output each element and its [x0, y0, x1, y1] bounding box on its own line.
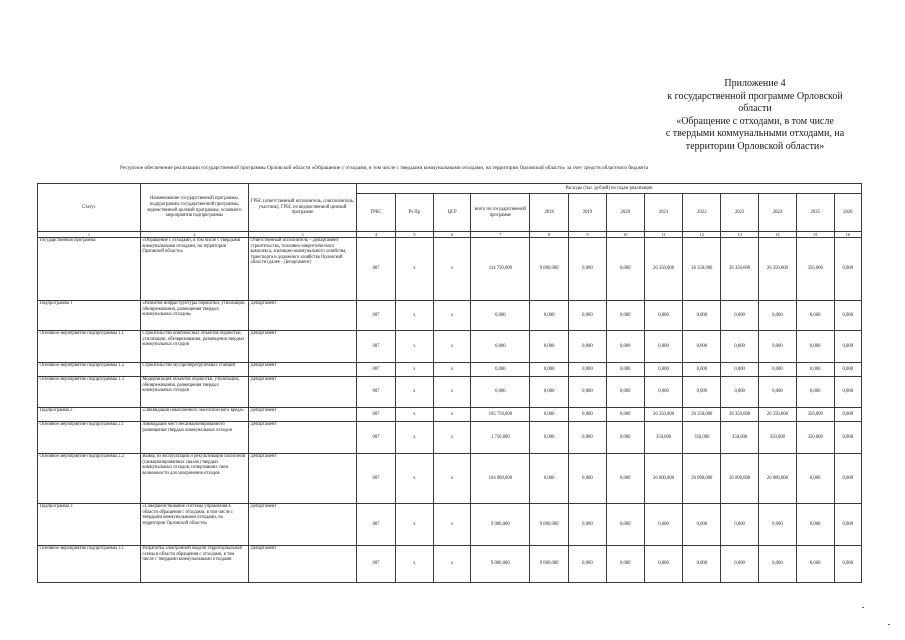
row-year-value: 0,000 [606, 331, 644, 363]
row-year-value: 0,000 [683, 504, 721, 546]
row-csr: x [433, 331, 471, 363]
appendix-line-3: области [738, 103, 772, 114]
row-csr: x [433, 363, 471, 377]
row-grbs: 007 [357, 363, 396, 377]
row-year-value: 0,000 [683, 301, 721, 331]
row-year-value: 0,000 [683, 377, 721, 408]
appendix-line-4: «Обращение с отходами, в том числе [676, 115, 834, 127]
row-total: 0,000 [471, 363, 530, 377]
row-name: Строительство комплексных объектов обработки, утилизации, обезвреживания, размещения твердых коммунальных отходов [140, 331, 248, 363]
header-csr: ЦСР [433, 194, 471, 232]
column-number: 10 [606, 232, 644, 238]
row-owner: Ответственный исполнитель – Департамент строительства, топливно-энергетического комплекса, жилищно-коммунального хозяйства, транспорта и дорожного хозяйства Орловской области (далее - Департамент) [248, 238, 356, 301]
row-csr: x [433, 408, 471, 422]
row-status: Основное мероприятие подпрограммы 1.1 [38, 331, 141, 363]
header-year: 2020 [606, 194, 644, 232]
row-year-value: 0,000 [606, 238, 644, 301]
row-owner: Департамент [248, 331, 356, 363]
column-number: 7 [471, 232, 530, 238]
row-owner: Департамент [248, 363, 356, 377]
row-total: 0,000 [471, 301, 530, 331]
row-status: Основное мероприятие подпрограммы 1.2 [38, 363, 141, 377]
row-year-value: 0,000 [606, 422, 644, 454]
header-year: 2026 [834, 194, 861, 232]
column-number: 16 [834, 232, 861, 238]
row-year-value: 0,000 [834, 301, 861, 331]
row-year-value: 0,000 [606, 454, 644, 504]
row-rzpr: x [395, 422, 433, 454]
row-year-value: 0,000 [644, 504, 683, 546]
row-year-value: 0,000 [530, 363, 569, 377]
row-rzpr: x [395, 238, 433, 301]
header-year: 2022 [683, 194, 721, 232]
row-year-value: 0,000 [759, 301, 797, 331]
row-year-value: 0,000 [721, 504, 759, 546]
row-year-value: 0,000 [644, 546, 683, 583]
header-grbs: ГРБС [357, 194, 396, 232]
row-year-value: 0,000 [606, 546, 644, 583]
row-total: 9 000,000 [471, 504, 530, 546]
row-name: Ликвидация мест несанкционированного размещения твердых коммунальных отходов [140, 422, 248, 454]
row-total: 0,000 [471, 377, 530, 408]
row-grbs: 007 [357, 422, 396, 454]
row-year-value: 0,000 [834, 504, 861, 546]
row-year-value: 0,000 [834, 363, 861, 377]
row-owner: Департамент [248, 454, 356, 504]
row-year-value: 0,000 [759, 331, 797, 363]
row-year-value: 26 350,000 [644, 408, 683, 422]
row-year-value: 350,000 [759, 422, 797, 454]
row-grbs: 007 [357, 238, 396, 301]
row-year-value: 0,000 [644, 301, 683, 331]
row-year-value: 0,000 [569, 377, 607, 408]
row-year-value: 0,000 [644, 331, 683, 363]
row-total: 9 000,000 [471, 546, 530, 583]
table-row [38, 301, 862, 331]
row-status: Основное мероприятие подпрограммы 3.1 [38, 546, 141, 583]
appendix-heading [655, 78, 855, 153]
row-status: Основное мероприятие подпрограммы 2.1 [38, 422, 141, 454]
row-year-value: 0,000 [606, 377, 644, 408]
column-number: 13 [721, 232, 759, 238]
row-year-value: 26 350,000 [721, 238, 759, 301]
row-rzpr: x [395, 504, 433, 546]
table-caption: Ресурсное обеспечение реализации государственной программы Орловской области «Обращение с отходами, в том числе с твердыми коммунальными отходами, на территории Орловской области» за счет средств областного бюджета [120, 165, 649, 171]
column-number: 8 [530, 232, 569, 238]
header-year: 2023 [721, 194, 759, 232]
column-number: 9 [569, 232, 607, 238]
row-year-value: 0,000 [530, 408, 569, 422]
row-csr: x [433, 454, 471, 504]
row-name: «Ликвидация накопленного экологического вреда» [140, 408, 248, 422]
row-rzpr: x [395, 301, 433, 331]
row-rzpr: x [395, 454, 433, 504]
row-year-value: 0,000 [530, 422, 569, 454]
header-name: Наименование государственной программы, подпрограммы государственной программы, ведомственной целевой программы, основного мероприятия подпрограммы [140, 184, 248, 232]
header-total: всего по государственной программе [471, 194, 530, 232]
row-year-value: 0,000 [530, 331, 569, 363]
row-year-value: 0,000 [796, 377, 834, 408]
row-total: 104 000,000 [471, 454, 530, 504]
row-year-value: 26 350,000 [683, 408, 721, 422]
row-grbs: 007 [357, 454, 396, 504]
table-row [38, 331, 862, 363]
header-row-top [38, 184, 862, 194]
table-body [38, 232, 862, 583]
row-year-value: 0,000 [606, 504, 644, 546]
row-csr: x [433, 422, 471, 454]
table-row [38, 454, 862, 504]
row-year-value: 0,000 [834, 422, 861, 454]
header-year: 2025 [796, 194, 834, 232]
row-year-value: 0,000 [569, 363, 607, 377]
row-name: Модернизация объектов обработки, утилизации, обезвреживания, размещения твердых коммунальных отходов [140, 377, 248, 408]
row-csr: x [433, 546, 471, 583]
row-year-value: 0,000 [530, 301, 569, 331]
header-year: 2019 [569, 194, 607, 232]
row-year-value: 26 000,000 [721, 454, 759, 504]
row-year-value: 0,000 [759, 546, 797, 583]
table-row [38, 363, 862, 377]
table-row [38, 408, 862, 422]
row-year-value: 0,000 [834, 454, 861, 504]
row-year-value: 0,000 [796, 363, 834, 377]
row-owner: Департамент [248, 377, 356, 408]
row-year-value: 0,000 [569, 504, 607, 546]
row-status: Подпрограмма 3 [38, 504, 141, 546]
row-year-value: 26 000,000 [683, 454, 721, 504]
column-number: 4 [357, 232, 396, 238]
row-year-value: 350,000 [796, 408, 834, 422]
appendix-line-5: с твердыми коммунальными отходами, на [665, 128, 845, 139]
row-year-value: 0,000 [683, 363, 721, 377]
row-grbs: 007 [357, 504, 396, 546]
row-status: Основное мероприятие подпрограммы 1.3 [38, 377, 141, 408]
row-rzpr: x [395, 331, 433, 363]
row-year-value: 0,000 [796, 331, 834, 363]
row-year-value: 26 350,000 [721, 408, 759, 422]
row-year-value: 0,000 [683, 546, 721, 583]
resource-table [37, 183, 862, 583]
row-grbs: 007 [357, 408, 396, 422]
row-grbs: 007 [357, 546, 396, 583]
row-total: 0,000 [471, 331, 530, 363]
row-year-value: 350,000 [683, 422, 721, 454]
row-name: «Обращение с отходами, в том числе с твердыми коммунальными отходами, на территории Орловской области» [140, 238, 248, 301]
row-total: 1 750,000 [471, 422, 530, 454]
row-csr: x [433, 504, 471, 546]
row-owner: Департамент [248, 546, 356, 583]
row-year-value: 0,000 [569, 422, 607, 454]
column-number: 14 [759, 232, 797, 238]
row-year-value: 0,000 [796, 504, 834, 546]
row-year-value: 0,000 [644, 363, 683, 377]
row-name: «Совершенствование системы управления в области обращения с отходами, в том числе с твердыми коммунальными отходами, на территории Орловской области» [140, 504, 248, 546]
row-year-value: 0,000 [796, 301, 834, 331]
row-owner: Департамент [248, 301, 356, 331]
row-year-value: 0,000 [569, 408, 607, 422]
column-number: 1 [38, 232, 141, 238]
row-year-value: 0,000 [759, 377, 797, 408]
row-year-value: 0,000 [569, 454, 607, 504]
row-year-value: 0,000 [759, 363, 797, 377]
row-grbs: 007 [357, 301, 396, 331]
row-total: 105 750,000 [471, 408, 530, 422]
header-grbs-owner: ГРБС (ответственный исполнитель, соисполнитель, участник), ГРБС по ведомственной целевой программе [248, 184, 356, 232]
column-number: 15 [796, 232, 834, 238]
row-year-value: 0,000 [834, 238, 861, 301]
header-rzpr: Рз Пр [395, 194, 433, 232]
scan-speck [862, 607, 864, 608]
row-year-value: 0,000 [834, 408, 861, 422]
row-year-value: 350,000 [721, 422, 759, 454]
row-year-value: 0,000 [834, 546, 861, 583]
row-year-value: 26 350,000 [759, 408, 797, 422]
row-year-value: 0,000 [606, 363, 644, 377]
table-row [38, 546, 862, 583]
row-rzpr: x [395, 377, 433, 408]
row-grbs: 007 [357, 377, 396, 408]
row-year-value: 0,000 [834, 331, 861, 363]
row-year-value: 350,000 [796, 238, 834, 301]
header-year: 2024 [759, 194, 797, 232]
column-number: 3 [248, 232, 356, 238]
row-year-value: 0,000 [569, 331, 607, 363]
row-year-value: 26 000,000 [644, 454, 683, 504]
header-year: 2018 [530, 194, 569, 232]
scan-speck [888, 624, 890, 625]
row-year-value: 26 350,000 [644, 238, 683, 301]
row-status: Подпрограмма 1 [38, 301, 141, 331]
row-name: Строительство мусороперегрузочных станций [140, 363, 248, 377]
row-year-value: 0,000 [683, 331, 721, 363]
row-year-value: 26 000,000 [759, 454, 797, 504]
row-rzpr: x [395, 546, 433, 583]
appendix-line-2: к государственной программе Орловской [667, 90, 843, 102]
row-owner: Департамент [248, 422, 356, 454]
table-row [38, 422, 862, 454]
row-year-value: 0,000 [759, 504, 797, 546]
header-year: 2021 [644, 194, 683, 232]
column-number: 11 [644, 232, 683, 238]
row-name: Вывод из эксплуатации и рекультивация полигонов (санкционированных свалок) твердых коммунальных отходов, исчерпавших свои возможности для захоронения отходов [140, 454, 248, 504]
row-year-value: 0,000 [569, 238, 607, 301]
row-year-value: 9 000,000 [530, 238, 569, 301]
row-year-value: 0,000 [721, 363, 759, 377]
row-year-value: 0,000 [530, 377, 569, 408]
row-total: 114 750,000 [471, 238, 530, 301]
row-year-value: 0,000 [721, 301, 759, 331]
appendix-line-1: Приложение 4 [724, 78, 786, 89]
row-year-value: 0,000 [569, 301, 607, 331]
row-year-value: 0,000 [606, 301, 644, 331]
row-rzpr: x [395, 363, 433, 377]
row-status: Государственная программа [38, 238, 141, 301]
column-number: 2 [140, 232, 248, 238]
row-name: «Развитие инфраструктуры обработки, утилизации, обезвреживания, размещения твердых коммунальных отходов» [140, 301, 248, 331]
row-year-value: 0,000 [569, 546, 607, 583]
row-year-value: 0,000 [796, 546, 834, 583]
row-csr: x [433, 238, 471, 301]
row-year-value: 0,000 [606, 408, 644, 422]
table-row [38, 504, 862, 546]
row-year-value: 0,000 [834, 377, 861, 408]
column-number: 5 [395, 232, 433, 238]
row-grbs: 007 [357, 331, 396, 363]
row-year-value: 9 000,000 [530, 504, 569, 546]
row-name: Разработка электронной модели территориальной схемы в области обращения с отходами, в том числе с твердыми коммунальными отходами [140, 546, 248, 583]
row-year-value: 26 350,000 [683, 238, 721, 301]
row-owner: Департамент [248, 504, 356, 546]
row-csr: x [433, 301, 471, 331]
row-year-value: 26 350,000 [759, 238, 797, 301]
header-expenses: Расходы (тыс. рублей) по годам реализации [357, 184, 862, 194]
table-row [38, 377, 862, 408]
row-year-value: 0,000 [644, 377, 683, 408]
row-year-value: 0,000 [721, 377, 759, 408]
header-status: Статус [38, 184, 141, 232]
row-year-value: 0,000 [721, 331, 759, 363]
row-status: Основное мероприятие подпрограммы 2.2 [38, 454, 141, 504]
row-year-value: 350,000 [796, 422, 834, 454]
row-year-value: 9 000,000 [530, 546, 569, 583]
appendix-line-6: территории Орловской области» [685, 140, 825, 152]
row-year-value: 0,000 [530, 454, 569, 504]
row-year-value: 350,000 [644, 422, 683, 454]
row-status: Подпрограмма 2 [38, 408, 141, 422]
column-number: 6 [433, 232, 471, 238]
row-csr: x [433, 377, 471, 408]
row-year-value: 0,000 [796, 454, 834, 504]
row-year-value: 0,000 [721, 546, 759, 583]
table-row [38, 238, 862, 301]
row-rzpr: x [395, 408, 433, 422]
row-owner: Департамент [248, 408, 356, 422]
column-number: 12 [683, 232, 721, 238]
